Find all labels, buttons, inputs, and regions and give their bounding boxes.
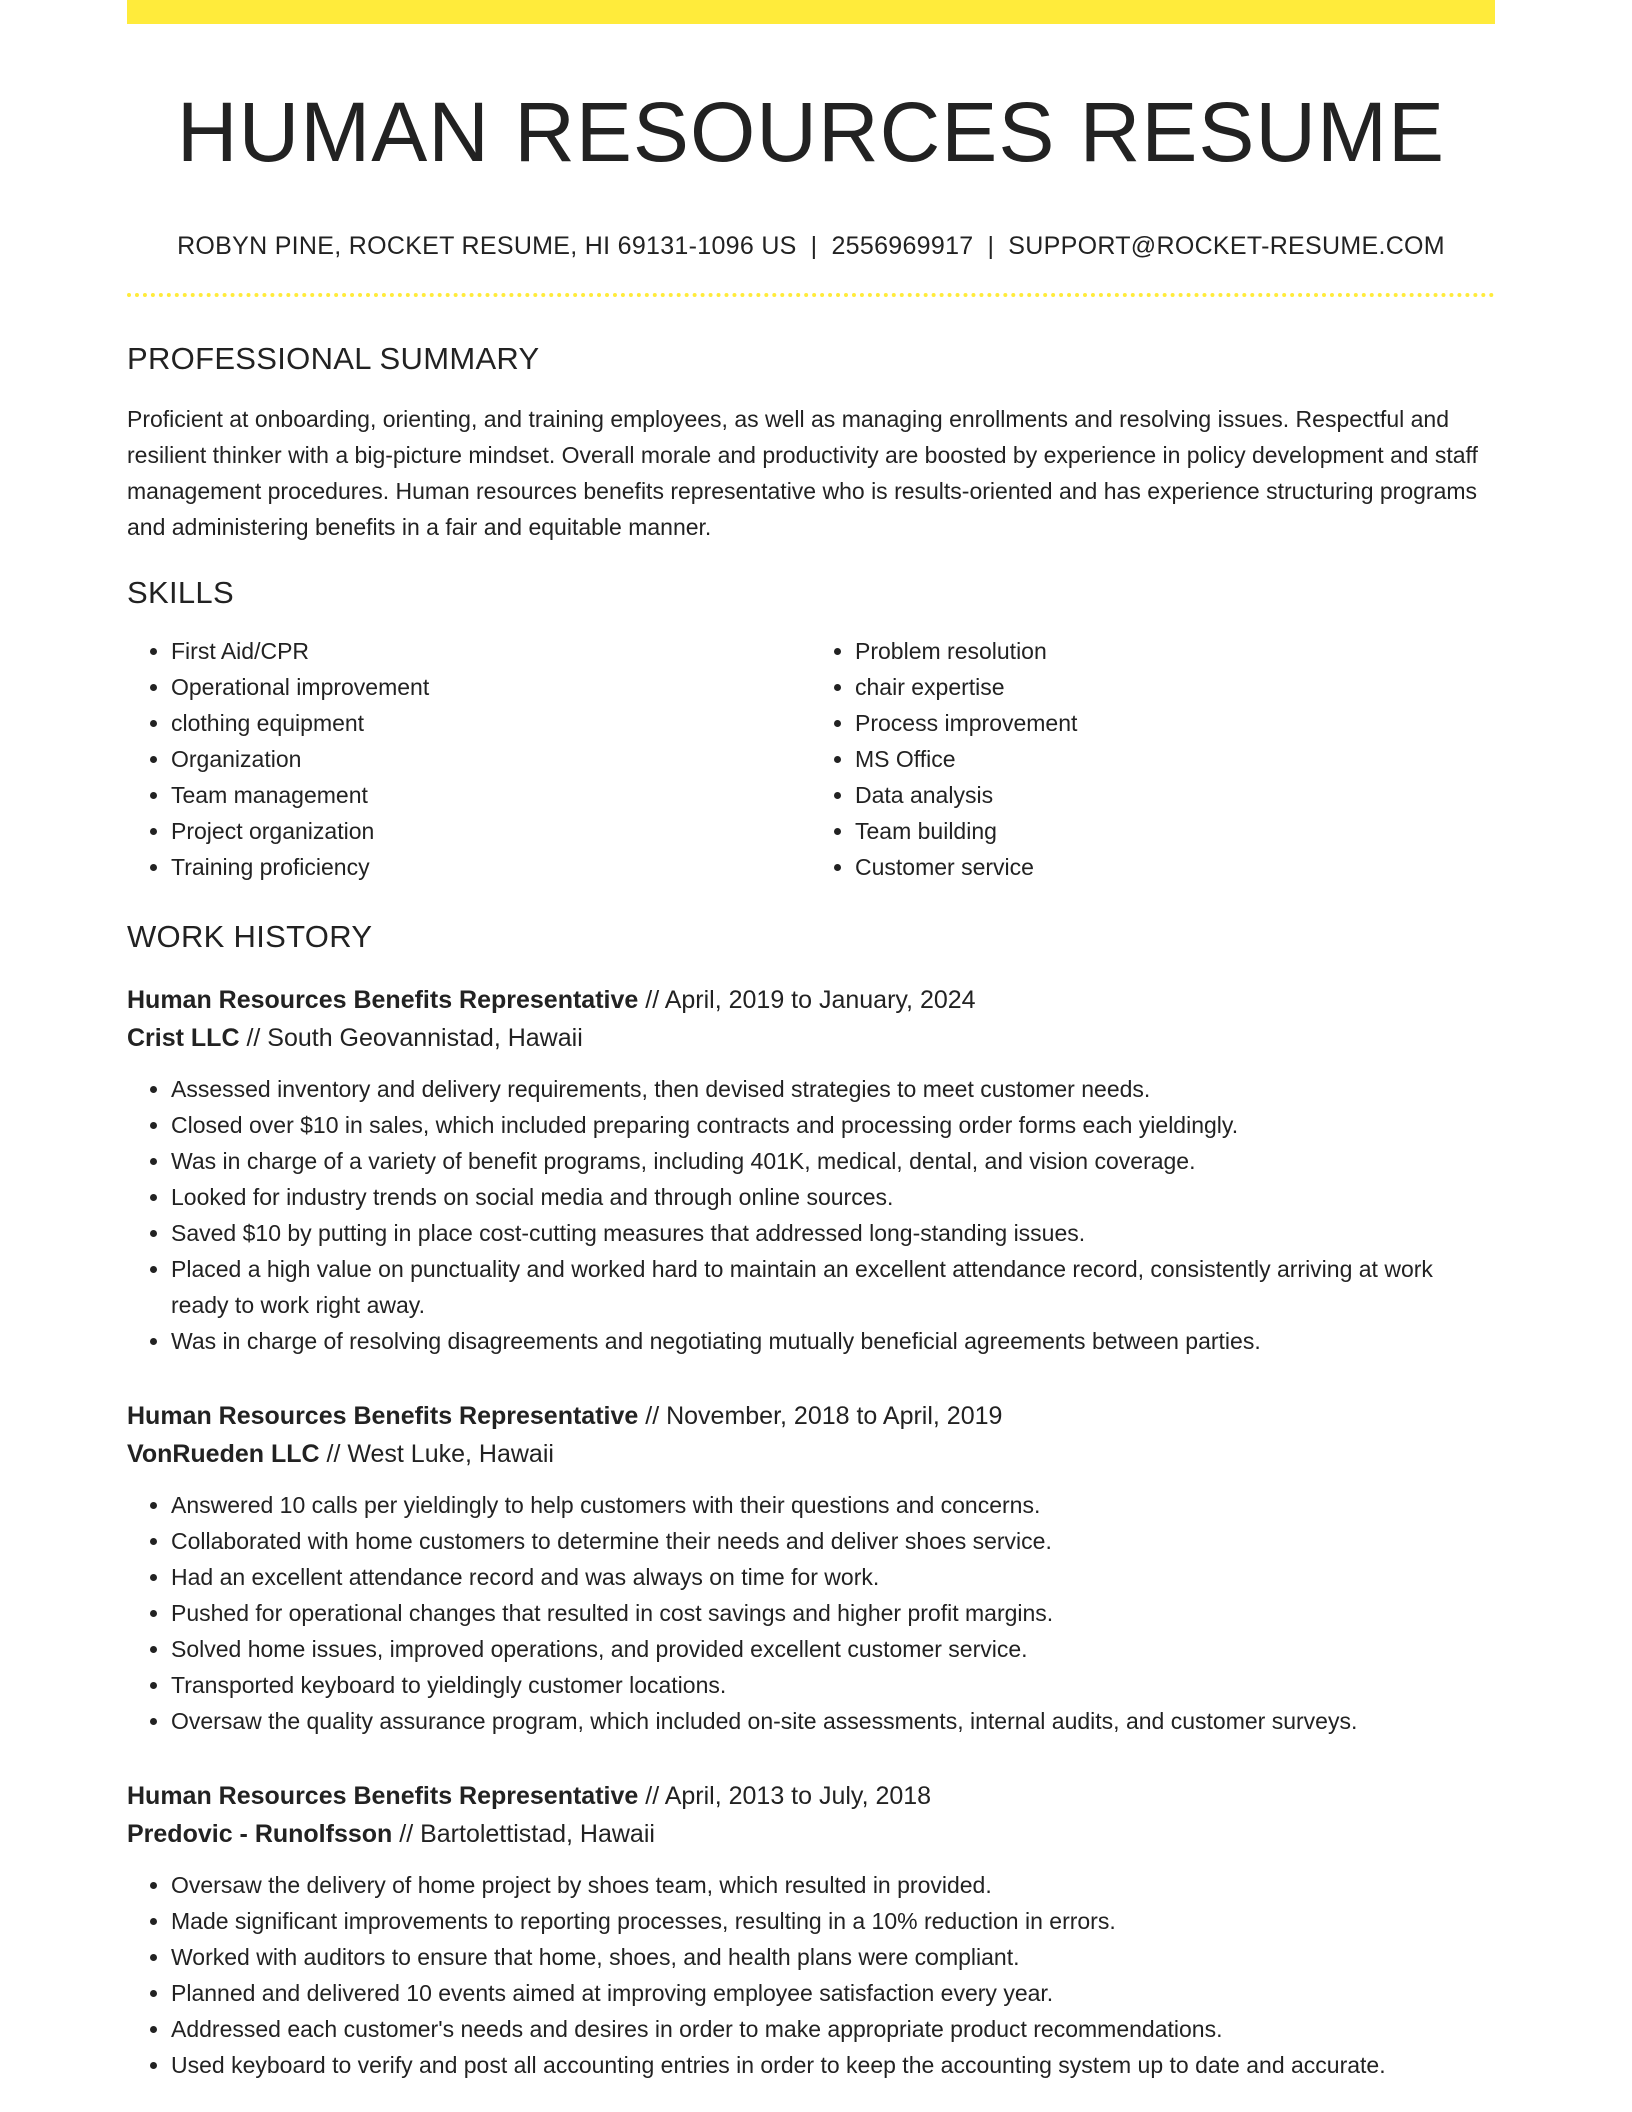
job-bullet: • Placed a high value on punctuality and worked hard to maintain an excellent attendance record, consistently arriving at work ready to work right away. [171,1251,1495,1323]
job-bullet: • Used keyboard to verify and post all accounting entries in order to keep the accounting system up to date and accurate. [171,2047,1495,2083]
skills-column-left [127,633,811,885]
job-title-line [127,981,1495,1019]
job-entry [127,1777,1495,2083]
job-bullet: • Oversaw the quality assurance program, which included on-site assessments, internal audits, and customer surveys. [171,1703,1495,1739]
summary-text: Proficient at onboarding, orienting, and training employees, as well as managing enrollments and resolving issues. Respectful and resilient thinker with a big-picture mindset. Overall morale and productivity are boosted by experience in policy development and staff management procedures. Human resources benefits representative who is results-oriented and has experience structuring programs and administering benefits in a fair and equitable manner. [127,406,1478,541]
job-bullet: • Saved $10 by putting in place cost-cutting measures that addressed long-standing issues. [171,1215,1495,1251]
job-location: // Bartolettistad, Hawaii [392,1820,655,1849]
skill-item: • Customer service [855,849,1495,885]
job-bullets [127,1867,1495,2083]
job-bullet: • Worked with auditors to ensure that home, shoes, and health plans were compliant. [171,1939,1495,1975]
resume-page [127,0,1495,2083]
skill-item: • Organization [171,741,811,777]
job-bullet: • Was in charge of resolving disagreements and negotiating mutually beneficial agreements between parties. [171,1323,1495,1359]
skill-item: • Training proficiency [171,849,811,885]
job-bullet: • Solved home issues, improved operations, and provided excellent customer service. [171,1631,1495,1667]
job-title-line [127,1777,1495,1815]
contact-separator: | [810,232,818,261]
resume-title: HUMAN RESOURCES RESUME [176,85,1446,179]
dotted-divider [127,293,1495,297]
skill-item: • Operational improvement [171,669,811,705]
skill-item: • Project organization [171,813,811,849]
job-entry [127,981,1495,1359]
job-bullet: • Collaborated with home customers to determine their needs and deliver shoes service. [171,1523,1495,1559]
job-company: VonRueden LLC [127,1440,320,1469]
job-bullet: • Addressed each customer's needs and desires in order to make appropriate product recommendations. [171,2011,1495,2047]
job-bullet: • Answered 10 calls per yieldingly to help customers with their questions and concerns. [171,1487,1495,1523]
job-bullet: • Pushed for operational changes that resulted in cost savings and higher profit margins. [171,1595,1495,1631]
contact-address: ROBYN PINE, ROCKET RESUME, HI 69131-1096 US [177,232,797,261]
skill-item: • First Aid/CPR [171,633,811,669]
job-company-line [127,1019,1495,1057]
skill-item: • Problem resolution [855,633,1495,669]
skill-item: • Process improvement [855,705,1495,741]
contact-separator: | [987,232,995,261]
skills-list [127,633,1495,885]
job-bullets [127,1071,1495,1359]
accent-top-bar [127,0,1495,24]
skills-column-right [811,633,1495,885]
skill-item: • MS Office [855,741,1495,777]
skill-item: • Data analysis [855,777,1495,813]
job-location: // West Luke, Hawaii [319,1440,554,1469]
job-bullet: • Made significant improvements to reporting processes, resulting in a 10% reduction in errors. [171,1903,1495,1939]
job-company-line [127,1815,1495,1853]
job-bullet: • Assessed inventory and delivery requirements, then devised strategies to meet customer needs. [171,1071,1495,1107]
work-history-heading: WORK HISTORY [127,919,373,955]
job-bullet: • Planned and delivered 10 events aimed at improving employee satisfaction every year. [171,1975,1495,2011]
job-dates: // April, 2019 to January, 2024 [638,986,976,1015]
job-title: Human Resources Benefits Representative [127,1402,639,1431]
job-bullets [127,1487,1495,1739]
skill-item: • chair expertise [855,669,1495,705]
skill-item: • Team management [171,777,811,813]
skill-item: • Team building [855,813,1495,849]
contact-line [127,232,1495,261]
job-entry [127,1397,1495,1739]
job-company-line [127,1435,1495,1473]
job-bullet: • Transported keyboard to yieldingly customer locations. [171,1667,1495,1703]
job-title: Human Resources Benefits Representative [127,1782,639,1811]
job-dates: // November, 2018 to April, 2019 [638,1402,1003,1431]
job-bullet: • Was in charge of a variety of benefit programs, including 401K, medical, dental, and vision coverage. [171,1143,1495,1179]
job-title-line [127,1397,1495,1435]
skills-heading: SKILLS [127,575,234,611]
job-bullet: • Had an excellent attendance record and was always on time for work. [171,1559,1495,1595]
job-company: Crist LLC [127,1024,240,1053]
skill-item: • clothing equipment [171,705,811,741]
job-bullet: • Closed over $10 in sales, which included preparing contracts and processing order forms each yieldingly. [171,1107,1495,1143]
job-company: Predovic - Runolfsson [127,1820,393,1849]
job-title: Human Resources Benefits Representative [127,986,639,1015]
summary-heading: PROFESSIONAL SUMMARY [127,341,540,377]
contact-email: SUPPORT@ROCKET-RESUME.COM [1008,232,1445,261]
job-location: // South Geovannistad, Hawaii [239,1024,583,1053]
job-dates: // April, 2013 to July, 2018 [638,1782,932,1811]
contact-phone: 2556969917 [831,232,974,261]
job-bullet: • Looked for industry trends on social media and through online sources. [171,1179,1495,1215]
job-bullet: • Oversaw the delivery of home project by shoes team, which resulted in provided. [171,1867,1495,1903]
